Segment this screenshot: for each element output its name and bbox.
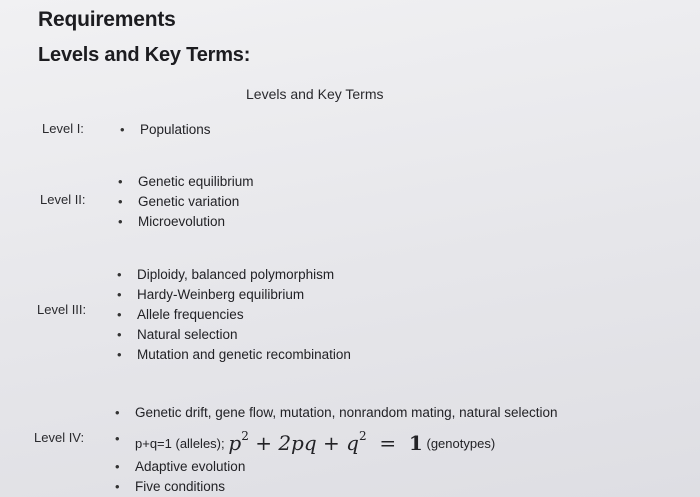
bullet-icon: • <box>117 287 122 302</box>
bullet-icon: • <box>118 214 123 229</box>
bullet-icon: • <box>115 459 120 474</box>
page-subtitle: Levels and Key Terms: <box>38 44 251 66</box>
table-header: Levels and Key Terms <box>246 86 384 102</box>
level-3-items <box>117 265 351 365</box>
level-4-items <box>115 403 558 497</box>
bullet-icon: • <box>118 194 123 209</box>
hardy-weinberg-formula: $p^2 + 2pq + q^2 = 1$ <box>228 429 423 455</box>
formula-suffix: (genotypes) <box>426 436 496 451</box>
level-1-label: Level I: <box>42 121 84 136</box>
level-3-label: Level III: <box>37 302 87 317</box>
list-item: • Genetic drift, gene flow, mutation, nonrandom mating, natural selection <box>115 403 558 423</box>
bullet-icon: • <box>117 307 122 322</box>
level-4-label: Level IV: <box>34 430 85 445</box>
list-item: • Genetic variation <box>118 192 254 212</box>
bullet-icon: • <box>115 431 120 446</box>
bullet-icon: • <box>117 267 122 282</box>
list-item: • Diploidy, balanced polymorphism <box>117 265 351 285</box>
list-item: • Natural selection <box>117 325 351 345</box>
bullet-icon: • <box>120 122 125 137</box>
list-item: • Microevolution <box>118 212 254 232</box>
bullet-icon: • <box>115 479 120 494</box>
list-item: • Five conditions <box>115 477 558 497</box>
level-1-items <box>120 120 211 140</box>
list-item: • Hardy-Weinberg equilibrium <box>117 285 351 305</box>
formula-list-item <box>115 423 558 457</box>
bullet-icon: • <box>118 174 123 189</box>
list-item: • Adaptive evolution <box>115 457 558 477</box>
bullet-icon: • <box>117 347 122 362</box>
list-item: • Allele frequencies <box>117 305 351 325</box>
level-2-label: Level II: <box>40 192 86 207</box>
list-item: • Populations <box>120 120 211 140</box>
page-title: Requirements <box>38 8 176 31</box>
formula-prefix: p+q=1 (alleles); <box>135 436 225 451</box>
list-item: • Genetic equilibrium <box>118 172 254 192</box>
level-2-items <box>118 172 254 232</box>
bullet-icon: • <box>117 327 122 342</box>
bullet-icon: • <box>115 405 120 420</box>
list-item: • Mutation and genetic recombination <box>117 345 351 365</box>
